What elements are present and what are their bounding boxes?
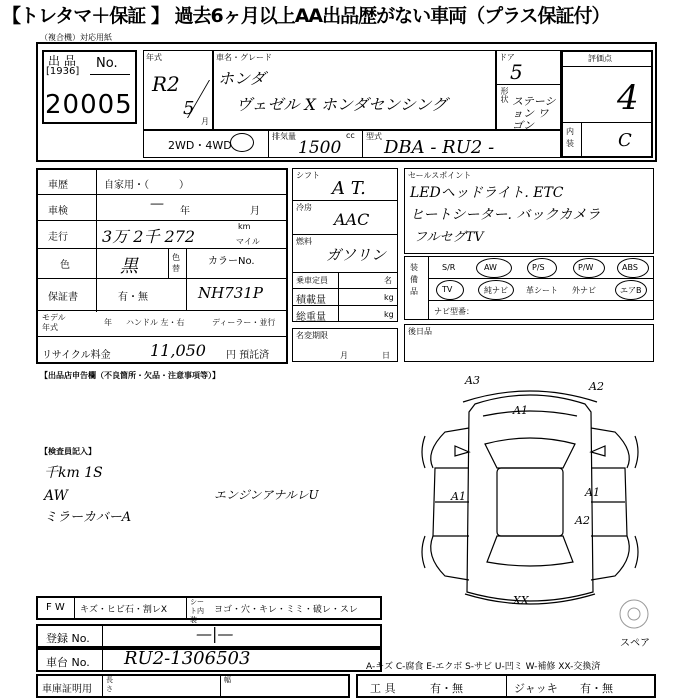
damage-mark-xx: XX bbox=[513, 594, 529, 607]
garage-sub1: 長さ bbox=[106, 676, 113, 693]
fw-text: キズ・ヒビ石・割レX bbox=[80, 605, 167, 615]
fw-seat-text: ヨゴ・穴・キレ・ミミ・破レ・スレ bbox=[214, 605, 358, 615]
jack-value: 有・無 bbox=[580, 682, 613, 695]
equip-ext-navi: 外ナビ bbox=[572, 286, 596, 295]
equip-pw: P/W bbox=[578, 263, 594, 272]
doors-value: 5 bbox=[510, 60, 523, 84]
spare-tire-icon bbox=[614, 596, 654, 636]
displacement-label: 排気量 bbox=[272, 132, 296, 141]
garage-sub2: 幅 bbox=[224, 676, 231, 684]
sales-line-3: フルセグTV bbox=[414, 230, 484, 245]
lot-shuppin: 出 品 bbox=[48, 54, 76, 68]
drive-circle bbox=[230, 133, 254, 152]
damage-mark-a1-left: A1 bbox=[451, 490, 466, 503]
year-month-unit: 月 bbox=[201, 117, 209, 126]
color-change-label: 色替 bbox=[172, 253, 180, 273]
mileage-label: 走行 bbox=[48, 232, 68, 243]
mileage-unit-mile: マイル bbox=[236, 237, 260, 246]
equip-navi: 純ナビ bbox=[484, 286, 508, 295]
displacement-unit: cc bbox=[346, 131, 355, 140]
color-label: 色 bbox=[60, 260, 70, 271]
warranty-value: 有・無 bbox=[118, 292, 148, 303]
color-value: 黒 bbox=[120, 256, 138, 277]
inspector-line-1: 千km 1S bbox=[44, 465, 103, 481]
mileage-unit-km: km bbox=[238, 222, 251, 231]
type-value: DBA - RU2 - bbox=[384, 137, 495, 158]
capacity-unit: 名 bbox=[384, 276, 392, 285]
model-year-year: 年 bbox=[104, 318, 112, 327]
sales-line-2: ヒートシーター. バックカメラ bbox=[410, 207, 601, 223]
name-change-label: 名変期限 bbox=[296, 331, 328, 340]
color-code-label: カラーNo. bbox=[208, 256, 255, 267]
doors-label: ドア bbox=[499, 53, 515, 62]
score-label: 評価点 bbox=[588, 54, 612, 63]
load-label: 積載量 bbox=[296, 295, 326, 306]
model-year-handle: ハンドル 左・右 bbox=[126, 318, 185, 327]
equip-sr: S/R bbox=[442, 263, 456, 272]
recycle-label: リサイクル料金 bbox=[42, 350, 111, 361]
year-label: 年式 bbox=[146, 53, 162, 62]
recycle-value: 11,050 bbox=[150, 341, 206, 360]
shift-label: シフト bbox=[296, 171, 320, 180]
equip-ps: P/S bbox=[532, 263, 545, 272]
chassis-label: 車台 No. bbox=[46, 656, 90, 669]
circle-airbag bbox=[615, 280, 647, 300]
inspector-line-3: ミラーカバーA bbox=[44, 510, 132, 525]
inspector-header: 【検査員記入】 bbox=[40, 447, 96, 456]
model-year-label2: 年式 bbox=[42, 323, 58, 332]
equip-leather: 革シート bbox=[526, 286, 558, 295]
history-label: 車歴 bbox=[48, 180, 68, 191]
damage-mark-a1-right: A1 bbox=[585, 486, 600, 499]
inspector-line-2: AW bbox=[44, 488, 68, 504]
interior-value: C bbox=[618, 130, 632, 151]
circle-abs bbox=[617, 258, 649, 278]
later-label: 後日品 bbox=[408, 327, 432, 336]
fw-label: F W bbox=[46, 602, 65, 613]
displacement-value: 1500 bbox=[298, 138, 342, 158]
banner-title: 【トレタマ＋保証 】 過去6ヶ月以上AA出品歴がない車両（プラス保証付） bbox=[2, 5, 610, 27]
subnote: （複合機）対応用紙 bbox=[40, 33, 112, 42]
registration-label: 登録 No. bbox=[46, 632, 90, 645]
equip-aw: AW bbox=[484, 263, 497, 272]
history-value: 自家用・（ ） bbox=[104, 180, 189, 191]
name-change-month: 月 bbox=[340, 351, 348, 360]
mileage-value: 3万 2千 272 bbox=[102, 227, 196, 246]
damage-mark-a2-right: A2 bbox=[575, 514, 590, 527]
tools-value: 有・無 bbox=[430, 682, 463, 695]
circle-aw bbox=[476, 258, 512, 278]
load-unit: kg bbox=[384, 293, 394, 302]
sales-line-1: LEDヘッドライト. ETC bbox=[410, 185, 564, 201]
fw-seat-label: シート内装 bbox=[190, 598, 204, 624]
model-year-dealer: ディーラー・並行 bbox=[212, 318, 276, 327]
circle-navi bbox=[478, 280, 514, 300]
circle-tv bbox=[436, 280, 464, 300]
fuel-value: ガソリン bbox=[326, 246, 387, 264]
warranty-label: 保証書 bbox=[48, 292, 78, 303]
ac-label: 冷房 bbox=[296, 203, 312, 212]
damage-legend: A-キズ C-腐食 E-エクボ S-サビ U-凹ミ W-補修 XX-交換済 bbox=[366, 662, 601, 672]
interior-label: 内装 bbox=[566, 127, 574, 148]
damage-mark-a1-hood: A1 bbox=[513, 404, 528, 417]
garage-label: 車庫証明用 bbox=[42, 684, 92, 695]
inspection-year: 年 bbox=[180, 206, 190, 217]
circle-pw bbox=[573, 258, 605, 278]
lot-year-code: [1936] bbox=[46, 66, 80, 77]
circle-ps bbox=[527, 258, 557, 278]
capacity-label: 乗車定員 bbox=[296, 276, 328, 285]
recycle-unit: 円 預託済 bbox=[226, 350, 270, 361]
damage-mark-a2-front: A2 bbox=[589, 380, 604, 393]
lot-number: 20005 bbox=[45, 90, 133, 120]
drive-text: 2WD・4WD bbox=[168, 139, 232, 152]
year-era: R2 bbox=[152, 72, 180, 96]
type-label: 型式 bbox=[366, 132, 382, 141]
car-diagram bbox=[405, 372, 655, 622]
sales-points-label: セールスポイント bbox=[408, 171, 472, 180]
equip-airbag: エアB bbox=[620, 286, 642, 295]
equip-navi-model: ナビ型番： bbox=[434, 307, 474, 316]
shape-label: 形状 bbox=[500, 87, 509, 103]
score-value: 4 bbox=[617, 78, 639, 118]
year-month: 5 bbox=[183, 98, 195, 119]
model-maker: ホンダ bbox=[218, 69, 266, 88]
inspector-note-2: エンジンアナルレU bbox=[214, 488, 319, 502]
color-code-value: NH731P bbox=[198, 284, 263, 302]
gross-unit: kg bbox=[384, 310, 394, 319]
name-change-day: 日 bbox=[382, 351, 390, 360]
equip-abs: ABS bbox=[622, 263, 638, 272]
shape-value: ステーション ワゴン bbox=[512, 95, 556, 132]
model-label: 車名・グレード bbox=[216, 53, 272, 62]
model-grade: ヴェゼル X ホンダセンシング bbox=[236, 95, 448, 114]
lot-no-label: No. bbox=[96, 56, 118, 71]
inspection-label: 車検 bbox=[48, 206, 68, 217]
equip-tv: TV bbox=[442, 285, 453, 294]
gross-label: 総重量 bbox=[296, 312, 326, 323]
spare-label: スペア bbox=[620, 638, 650, 649]
fuel-label: 燃料 bbox=[296, 237, 312, 246]
damage-mark-a3: A3 bbox=[465, 374, 480, 387]
chassis-value: RU2-1306503 bbox=[124, 648, 251, 669]
model-year-label1: モデル bbox=[42, 313, 66, 322]
equipment-label: 装備品 bbox=[410, 263, 418, 296]
jack-label: ジャッキ bbox=[514, 682, 558, 695]
shift-value: A T. bbox=[332, 178, 366, 199]
ac-value: AAC bbox=[334, 210, 370, 229]
inspection-month: 月 bbox=[250, 206, 260, 217]
notes-header: 【出品店申告欄（不良箇所・欠品・注意事項等）】 bbox=[40, 371, 220, 380]
tools-label: 工 具 bbox=[370, 682, 396, 695]
